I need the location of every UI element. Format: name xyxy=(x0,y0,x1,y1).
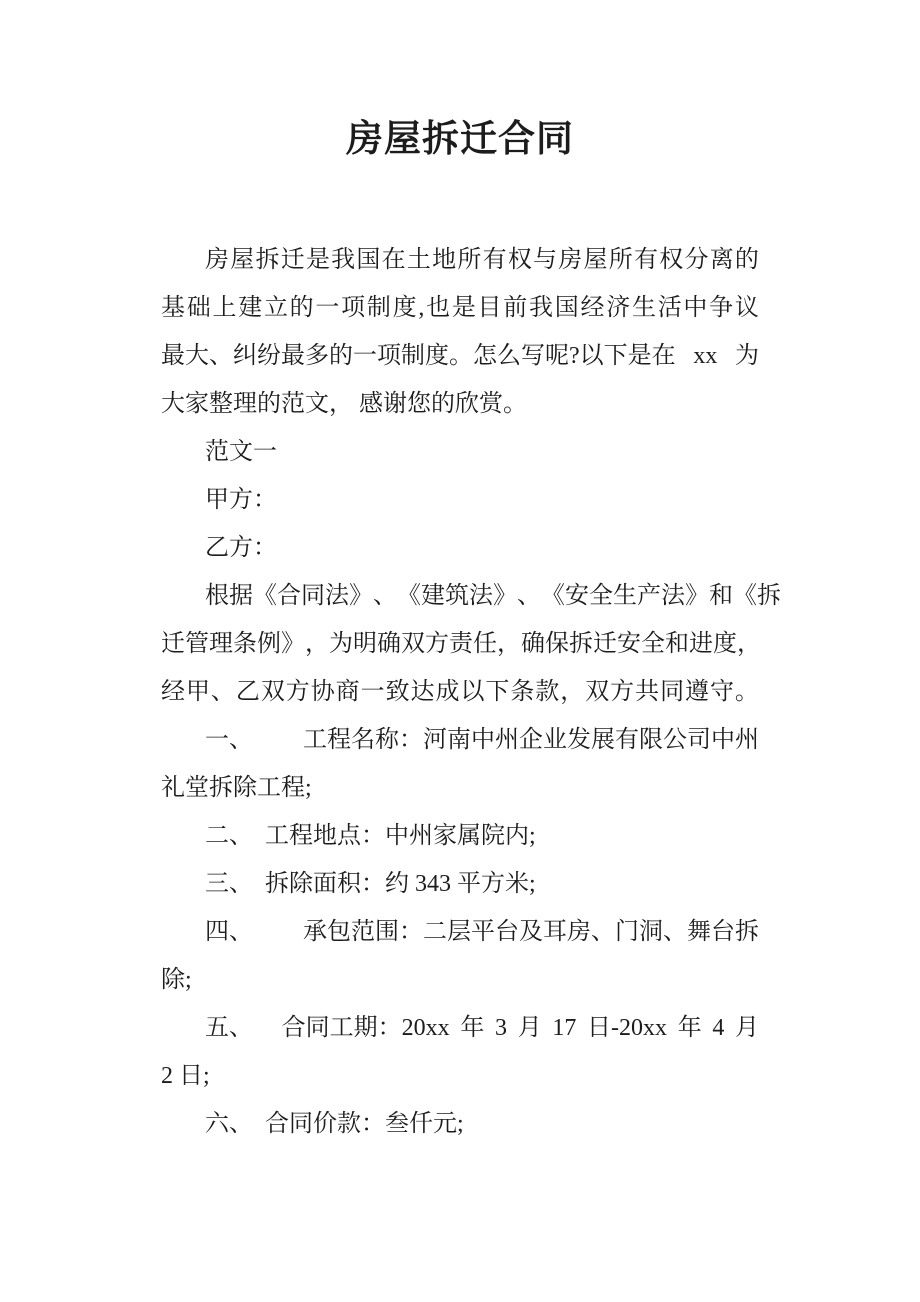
text-line: 除; xyxy=(161,967,192,993)
text-line: 五 、 合 同 工 期 ： 20xx 年 3 月 17 日 -20xx 年 4 月 xyxy=(205,1015,760,1041)
text-line: 根 据 《 合 同 法 》 、 《 建 筑 法 》 、 《 安 全 生 产 法 》 和 《 拆 xyxy=(205,583,781,609)
text-line: 最 大 、 纠 纷 最 多 的 一 项 制 度 。 怎 么 写 呢 ? 以 下 是 在 xx 为 xyxy=(161,343,759,369)
text-line: 一 、 工 程 名 称 ： 河 南 中 州 企 业 发 展 有 限 公 司 中 州 xyxy=(205,727,759,753)
text-line: 甲方： xyxy=(205,487,277,513)
text-line: 三、 拆除面积：约 343 平方米; xyxy=(205,871,536,897)
text-line: 经 甲 、 乙 双 方 协 商 一 致 达 成 以 下 条 款 ， 双 方 共 同 遵 守 。 xyxy=(161,679,759,705)
document-body xyxy=(161,236,781,1148)
text-line: 房 屋 拆 迁 是 我 国 在 土 地 所 有 权 与 房 屋 所 有 权 分 离 的 xyxy=(205,247,759,273)
text-line: 乙方： xyxy=(205,535,277,561)
document-title: 房屋拆迁合同 xyxy=(346,119,574,160)
text-line: 六、 合同价款：叁仟元; xyxy=(205,1111,464,1137)
text-line: 范文一 xyxy=(205,439,277,465)
text-line: 基 础 上 建 立 的 一 项 制 度 , 也 是 目 前 我 国 经 济 生 活 中 争 议 xyxy=(161,295,759,321)
text-line: 大家整理的范文， 感谢您的欣赏。 xyxy=(161,391,527,417)
text-line: 二、 工程地点：中州家属院内; xyxy=(205,823,536,849)
text-line: 2 日; xyxy=(161,1063,210,1089)
text-line: 四 、 承 包 范 围 ： 二 层 平 台 及 耳 房 、 门 洞 、 舞 台 拆 xyxy=(205,919,759,945)
text-line: 礼堂拆除工程; xyxy=(161,775,312,801)
text-line: 迁 管 理 条 例 》 ， 为 明 确 双 方 责 任 ， 确 保 拆 迁 安 全 和 进 度 ， xyxy=(161,631,761,657)
